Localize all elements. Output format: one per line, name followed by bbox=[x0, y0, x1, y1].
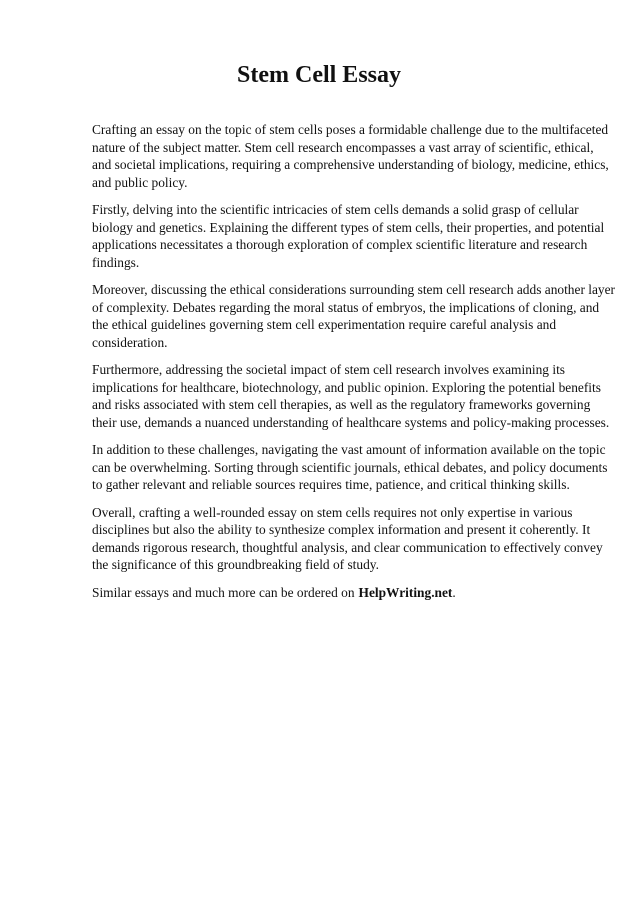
paragraph-line: their use, demands a nuanced understanding of healthcare systems and policy-making processes. bbox=[92, 414, 610, 430]
paragraph-line: nature of the subject matter. Stem cell research encompasses a vast array of scientific, ethical, bbox=[92, 139, 594, 155]
footer-text: Similar essays and much more can be ordered on bbox=[92, 584, 355, 600]
paragraph-line: to gather relevant and reliable sources requires time, patience, and critical thinking skills. bbox=[92, 477, 570, 492]
paragraph-2 bbox=[92, 201, 605, 271]
footer-note bbox=[92, 584, 600, 602]
paragraph-line: can be overwhelming. Sorting through scientific journals, ethical debates, and policy documents bbox=[92, 459, 608, 475]
paragraph-3 bbox=[92, 281, 616, 351]
paragraph-line: the ethical guidelines governing stem cell experimentation require careful analysis and bbox=[92, 317, 557, 332]
paragraph-line: disciplines but also the ability to synthesize complex information and present it coherently. It bbox=[92, 522, 591, 537]
paragraph-line: consideration. bbox=[92, 334, 168, 350]
paragraph-line: Overall, crafting a well-rounded essay on stem cells requires not only expertise in various bbox=[92, 504, 573, 520]
paragraph-line: the significance of this groundbreaking field of study. bbox=[92, 557, 379, 572]
paragraph-line: Moreover, discussing the ethical considerations surrounding stem cell research adds another layer bbox=[92, 282, 616, 297]
paragraph-line: Furthermore, addressing the societal impact of stem cell research involves examining its bbox=[92, 362, 565, 377]
paragraph-line: In addition to these challenges, navigating the vast amount of information available on the topic bbox=[92, 442, 606, 457]
paragraph-line: demands rigorous research, thoughtful analysis, and clear communication to effectively convey bbox=[92, 539, 603, 555]
paragraph-line: findings. bbox=[92, 254, 140, 270]
paragraph-1 bbox=[92, 121, 609, 191]
paragraph-line: of complexity. Debates regarding the moral status of embryos, the implications of cloning, and bbox=[92, 299, 600, 315]
paragraph-line: biology and genetics. Explaining the different types of stem cells, their properties, and potential bbox=[92, 219, 605, 235]
paragraph-line: Crafting an essay on the topic of stem cells poses a formidable challenge due to the multifaceted bbox=[92, 122, 609, 137]
paragraph-line: and societal implications, requiring a comprehensive understanding of biology, medicine, ethics, bbox=[92, 157, 609, 172]
paragraph-line: Firstly, delving into the scientific intricacies of stem cells demands a solid grasp of cellular bbox=[92, 202, 579, 217]
helpwriting-link[interactable]: HelpWriting.net bbox=[358, 584, 453, 600]
paragraph-6 bbox=[92, 504, 603, 574]
paragraph-line: implications for healthcare, biotechnology, and public opinion. Exploring the potential benefits bbox=[92, 379, 601, 395]
paragraph-5 bbox=[92, 441, 608, 494]
paragraph-line: and public policy. bbox=[92, 174, 188, 190]
paragraph-line: applications necessitates a thorough exploration of complex scientific literature and research bbox=[92, 237, 588, 252]
page-title: Stem Cell Essay bbox=[237, 62, 401, 88]
paragraph-line: and risks associated with stem cell therapies, as well as the regulatory frameworks governing bbox=[92, 397, 591, 412]
paragraph-4 bbox=[92, 361, 610, 431]
footer-trailing: . bbox=[452, 584, 456, 600]
essay-body bbox=[92, 121, 616, 601]
